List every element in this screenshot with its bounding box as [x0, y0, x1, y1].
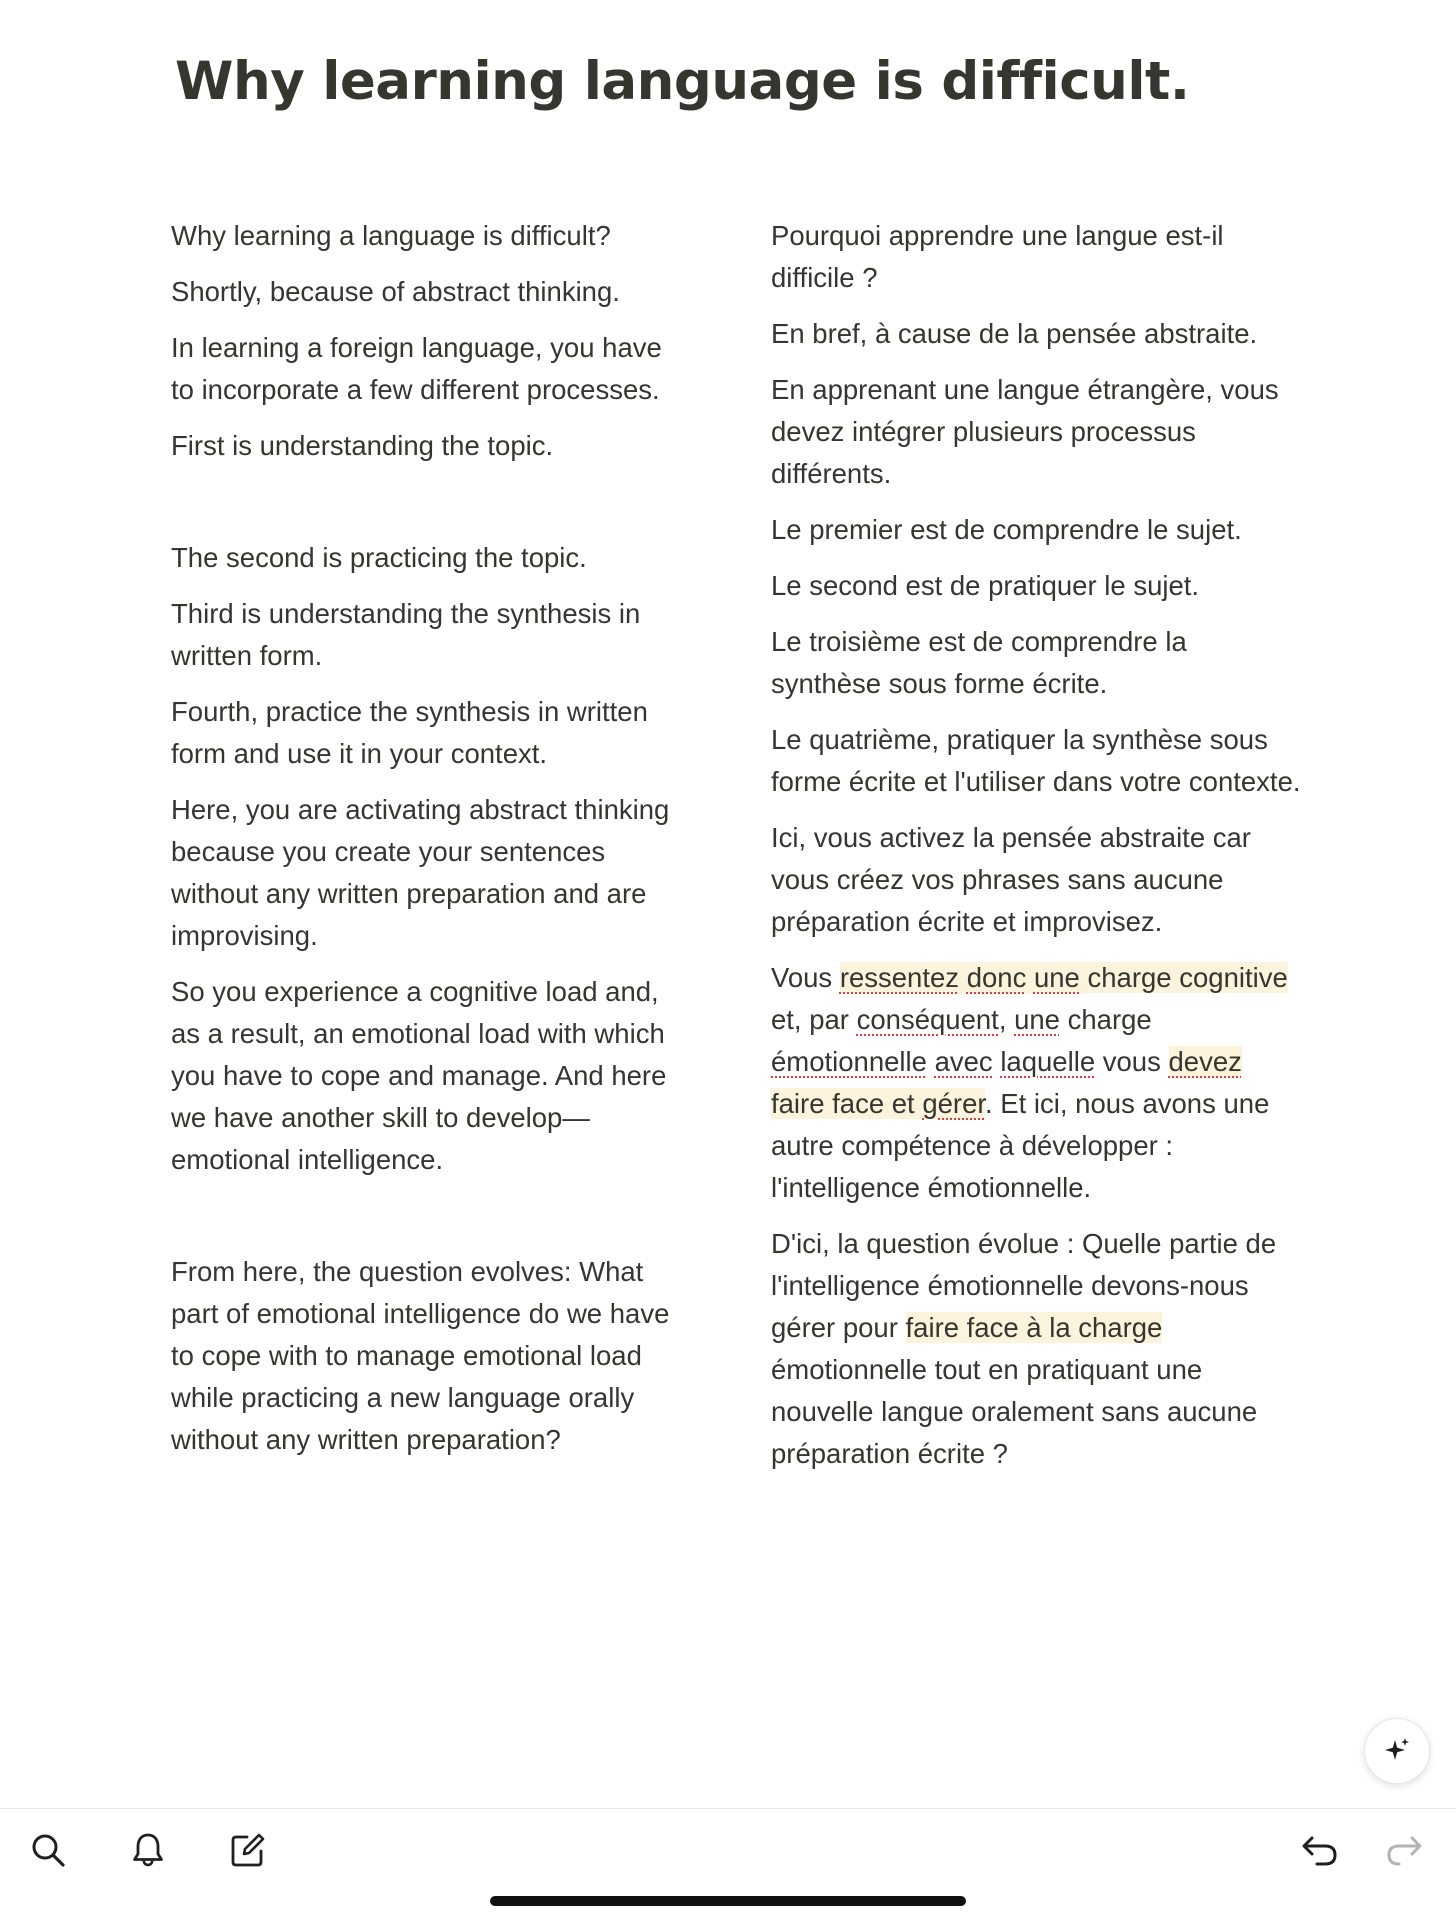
paragraph-fr-8[interactable]: Ici, vous activez la pensée abstraite car vous créez vos phrases sans aucune préparation écrite et improvisez. — [771, 822, 1251, 937]
misspelled-word[interactable]: gérer — [922, 1088, 986, 1119]
misspelled-word[interactable]: ressentez — [839, 962, 960, 993]
paragraph-en-7[interactable]: Fourth, practice the synthesis in written form and use it in your context. — [171, 696, 648, 769]
search-icon — [28, 1830, 68, 1870]
paragraph-fr-3[interactable]: En apprenant une langue étrangère, vous devez intégrer plusieurs processus différents. — [771, 374, 1279, 489]
misspelled-word[interactable]: avec — [934, 1046, 993, 1077]
paragraph-fr-2[interactable]: En bref, à cause de la pensée abstraite. — [771, 318, 1258, 349]
paragraph-fr-5[interactable]: Le second est de pratiquer le sujet. — [771, 570, 1200, 601]
text-run: . Et ici, nous avons une autre compétence à développer : l'intelligence émotionnelle. — [771, 1088, 1270, 1203]
text-run: charge cognitive — [1079, 962, 1288, 993]
notifications-button[interactable] — [124, 1826, 172, 1874]
paragraph-en-8[interactable]: Here, you are activating abstract thinking because you create your sentences without any written preparation and are improvising. — [171, 794, 670, 951]
empty-paragraph[interactable] — [171, 481, 691, 523]
misspelled-word[interactable]: conséquent — [856, 1004, 999, 1035]
english-column — [171, 215, 691, 1475]
paragraph-fr-10[interactable] — [771, 1223, 1301, 1475]
text-run: Vous — [771, 962, 840, 993]
paragraph-en-6[interactable]: Third is understanding the synthesis in written form. — [171, 598, 641, 671]
ai-assist-button[interactable] — [1364, 1718, 1430, 1784]
french-column — [771, 215, 1301, 1489]
misspelled-word[interactable]: émotionnelle — [771, 1046, 927, 1077]
bell-icon — [128, 1830, 168, 1870]
paragraph-fr-7[interactable]: Le quatrième, pratiquer la synthèse sous forme écrite et l'utiliser dans votre contexte. — [771, 724, 1301, 797]
text-run: charge — [1059, 1004, 1152, 1035]
compose-icon — [228, 1830, 268, 1870]
sparkle-icon — [1382, 1736, 1412, 1766]
redo-button[interactable] — [1380, 1826, 1428, 1874]
compose-button[interactable] — [224, 1826, 272, 1874]
text-run: faire face et — [771, 1088, 923, 1119]
paragraph-fr-6[interactable]: Le troisième est de comprendre la synthèse sous forme écrite. — [771, 626, 1187, 699]
highlight-run — [840, 962, 1288, 993]
toolbar-divider — [0, 1808, 1456, 1809]
search-button[interactable] — [24, 1826, 72, 1874]
misspelled-word[interactable]: une — [1014, 1004, 1060, 1035]
text-run: D'ici, la question évolue : Quelle partie de l'intelligence émotionnelle devons-nous gérer pour — [771, 1228, 1277, 1343]
paragraph-en-9[interactable]: So you experience a cognitive load and, as a result, an emotional load with which you have to cope and manage. And here we have another skill to develop— emotional intelligence. — [171, 976, 667, 1175]
highlight-run: faire face à la charge — [905, 1312, 1163, 1343]
misspelled-word[interactable]: donc — [966, 962, 1027, 993]
text-run: émotionnelle tout en pratiquant une nouvelle langue oralement sans aucune préparation écrite ? — [771, 1354, 1258, 1469]
paragraph-en-1[interactable]: Why learning a language is difficult? — [171, 220, 611, 251]
paragraph-en-2[interactable]: Shortly, because of abstract thinking. — [171, 276, 620, 307]
paragraph-fr-4[interactable]: Le premier est de comprendre le sujet. — [771, 514, 1242, 545]
paragraph-fr-1[interactable]: Pourquoi apprendre une langue est-il difficile ? — [771, 220, 1224, 293]
paragraph-en-3[interactable]: In learning a foreign language, you have to incorporate a few different processes. — [171, 332, 662, 405]
text-run — [1026, 962, 1034, 993]
page-title[interactable]: Why learning language is difficult. — [175, 51, 1190, 112]
text-run: et, par — [771, 1004, 857, 1035]
paragraph-en-5[interactable]: The second is practicing the topic. — [171, 542, 587, 573]
home-indicator[interactable] — [490, 1896, 966, 1906]
text-run: , — [998, 1004, 1015, 1035]
paragraph-fr-9[interactable] — [771, 957, 1301, 1209]
misspelled-word[interactable]: une — [1033, 962, 1080, 993]
text-run — [959, 962, 967, 993]
paragraph-en-4[interactable]: First is understanding the topic. — [171, 430, 554, 461]
misspelled-word[interactable]: devez — [1168, 1046, 1242, 1077]
redo-icon — [1383, 1829, 1425, 1871]
paragraph-en-10[interactable]: From here, the question evolves: What part of emotional intelligence do we have to cope with to manage emotional load while practicing a new language orally without any written preparation? — [171, 1256, 670, 1455]
text-run — [927, 1046, 935, 1077]
undo-button[interactable] — [1296, 1826, 1344, 1874]
text-run: vous — [1095, 1046, 1169, 1077]
empty-paragraph[interactable] — [171, 1195, 691, 1237]
undo-icon — [1299, 1829, 1341, 1871]
misspelled-word[interactable]: laquelle — [1000, 1046, 1096, 1077]
